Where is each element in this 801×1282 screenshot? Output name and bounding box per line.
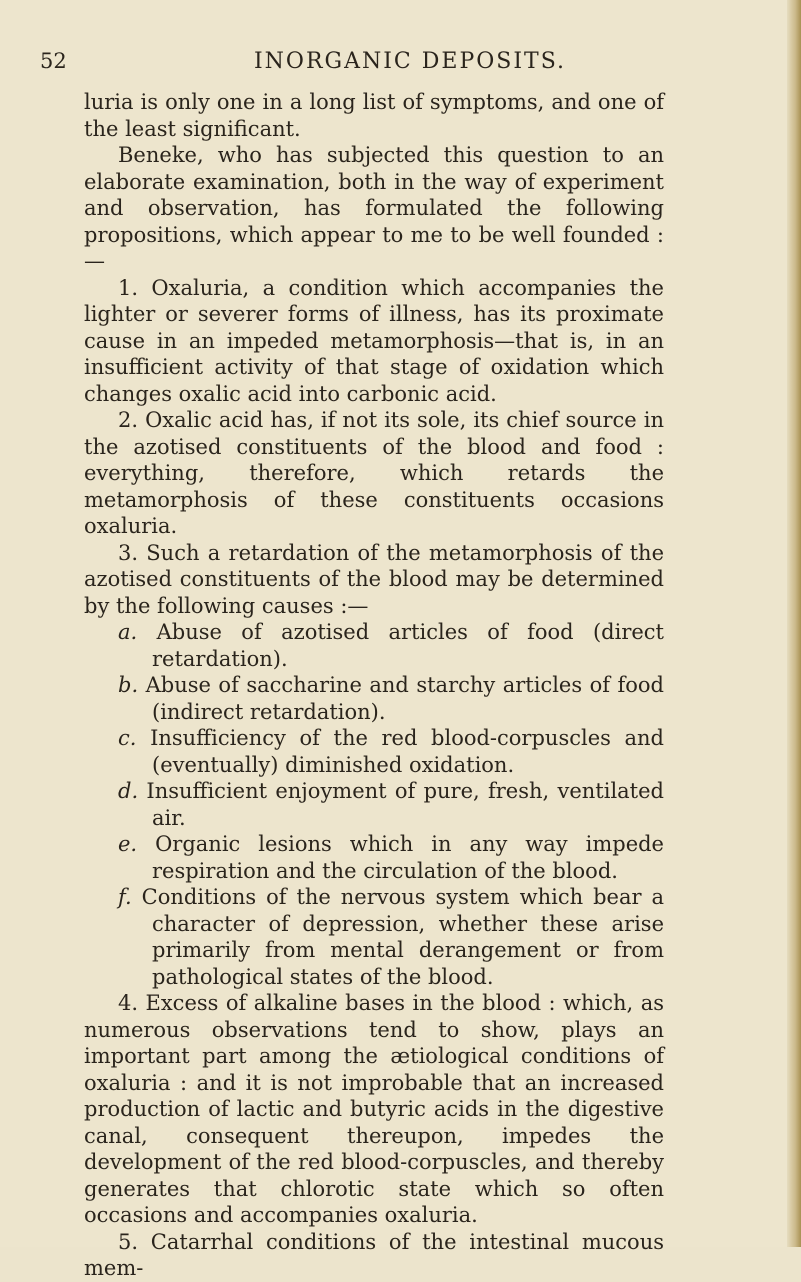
cause-label: a. bbox=[118, 620, 138, 644]
cause-text: Conditions of the nervous system which bear a character of depression, whether these arise primarily from mental derangement or from pathological states of the blood. bbox=[141, 885, 664, 989]
cause-label: f. bbox=[118, 885, 132, 909]
paragraph-beneke: Beneke, who has subjected this question to an elaborate examination, both in the way of experiment and observation, has formulated the following propositions, which appear to me to be well founded :— bbox=[84, 143, 664, 273]
body-text bbox=[84, 89, 664, 1282]
cause-label: c. bbox=[118, 726, 137, 750]
cause-d bbox=[84, 778, 664, 831]
cause-b bbox=[84, 672, 664, 725]
proposition-3: 3. Such a retardation of the metamorphosis of the azotised constituents of the blood may be determined by the following causes :— bbox=[84, 540, 664, 618]
proposition-2: 2. Oxalic acid has, if not its sole, its chief source in the azotised constituents of the blood and food : everything, therefore, which retards the metamorphosis of these constituents occasions oxaluria. bbox=[84, 408, 664, 538]
proposition-4: 4. Excess of alkaline bases in the blood : which, as numerous observations tend to show, plays an important part among the ætiological conditions of oxaluria : and it is not improbable that an increased production of lactic and butyric acids in the digestive canal, consequent thereupon, impedes the development of the red blood-corpuscles, and thereby generates that chlorotic state which so often occasions and accompanies oxaluria. bbox=[84, 991, 664, 1227]
cause-label: b. bbox=[118, 673, 139, 697]
cause-label: d. bbox=[118, 779, 139, 803]
proposition-1: 1. Oxaluria, a condition which accompanies the lighter or severer forms of illness, has its proximate cause in an impeded metamorphosis—that is, in an insufficient activity of that stage of oxidation which changes oxalic acid into carbonic acid. bbox=[84, 275, 664, 406]
cause-text: Insufficient enjoyment of pure, fresh, ventilated air. bbox=[146, 779, 664, 830]
cause-text: Organic lesions which in any way impede respiration and the circulation of the blood. bbox=[152, 832, 664, 883]
page-number: 52 bbox=[40, 49, 67, 73]
cause-text: Abuse of azotised articles of food (direct retardation). bbox=[152, 620, 664, 671]
running-head: INORGANIC DEPOSITS. bbox=[253, 49, 567, 74]
proposition-5: 5. Catarrhal conditions of the intestinal mucous mem- bbox=[84, 1229, 664, 1280]
page-edge bbox=[787, 0, 801, 1247]
cause-a bbox=[84, 619, 664, 672]
page-header bbox=[40, 49, 780, 81]
cause-text: Insufficiency of the red blood-corpuscles and (eventually) diminished oxidation. bbox=[150, 726, 664, 777]
cause-e bbox=[84, 831, 664, 884]
cause-text: Abuse of saccharine and starchy articles of food (indirect retardation). bbox=[145, 673, 664, 724]
cause-c bbox=[84, 725, 664, 778]
cause-f bbox=[84, 884, 664, 990]
paragraph-intro: luria is only one in a long list of symptoms, and one of the least significant. bbox=[84, 90, 664, 141]
cause-label: e. bbox=[118, 832, 138, 856]
